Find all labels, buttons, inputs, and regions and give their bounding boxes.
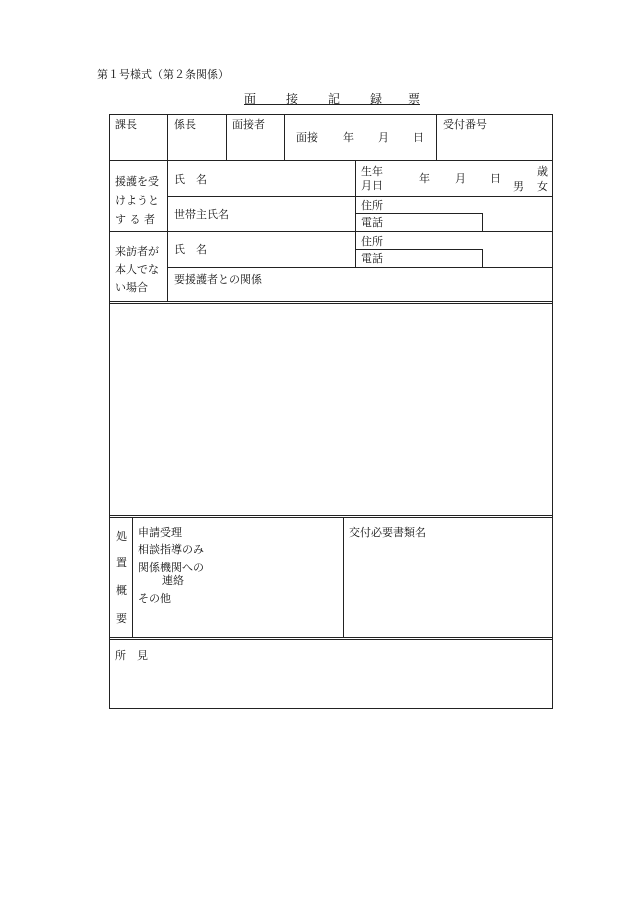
row-divider [109,639,553,640]
disposition-label-char: 置 [116,556,127,569]
phone-divider [355,249,482,250]
title-char: 記 [328,92,341,106]
applicant-name-label: 氏 名 [174,173,207,186]
col-divider [167,114,168,160]
visitor-label-line: い場合 [115,281,148,294]
sex-female-label: 女 [537,180,548,193]
disposition-item: 関係機関への [138,561,204,574]
birth-label-top: 生年 [361,165,383,178]
section-chief-label: 課長 [115,118,137,131]
visitor-label [115,243,159,297]
remarks-label: 所 見 [115,649,148,662]
row-divider [109,303,553,304]
phone-divider [482,213,483,231]
col-divider [355,160,356,267]
birth-year-label: 年 [419,172,430,185]
disposition-label-char: 概 [116,584,127,597]
subsection-chief-label: 係長 [174,118,196,131]
reception-number-label: 受付番号 [443,118,487,131]
title-char: 票 [408,92,421,106]
applicant-label-line: す る 者 [115,213,155,226]
row-divider [109,231,553,232]
applicant-label-line: けようと [115,194,159,207]
phone-divider [355,213,482,214]
row-divider [167,267,553,268]
col-divider [343,517,344,637]
form-number-label: 第１号様式（第２条関係） [97,68,229,81]
documents-label: 交付必要書類名 [349,526,426,539]
applicant-address-label: 住所 [361,199,383,212]
interview-month-label: 月 [378,131,389,144]
interviewer-label: 面接者 [232,118,265,131]
form-frame [109,114,553,709]
disposition-label-char: 要 [116,612,127,625]
applicant-phone-label: 電話 [361,216,383,229]
row-divider [109,301,553,302]
form-title [244,90,420,104]
applicant-label [115,172,159,229]
row-divider [109,160,553,161]
disposition-item: 申請受理 [138,526,182,539]
title-char: 面 [244,92,257,106]
disposition-item: 相談指導のみ [138,543,204,556]
visitor-address-label: 住所 [361,235,383,248]
title-char: 接 [286,92,299,106]
birth-month-label: 月 [455,172,466,185]
relation-label: 要援護者との関係 [174,273,262,286]
col-divider [132,517,133,637]
col-divider [284,114,285,160]
row-divider [109,515,553,516]
applicant-label-line: 援護を受 [115,175,159,188]
visitor-phone-label: 電話 [361,252,383,265]
title-char: 録 [370,92,383,106]
sex-male-label: 男 [513,180,524,193]
interview-year-label: 年 [343,131,354,144]
phone-divider [482,249,483,267]
visitor-label-line: 本人でな [115,263,159,276]
household-head-label: 世帯主氏名 [174,208,229,221]
age-label: 歳 [537,165,548,178]
disposition-label-char: 処 [116,530,127,543]
title-underline [244,104,420,105]
visitor-label-line: 来訪者が [115,245,159,258]
visitor-name-label: 氏 名 [174,243,207,256]
col-divider [436,114,437,160]
disposition-item: その他 [138,592,171,605]
col-divider [226,114,227,160]
birth-label-bottom: 月日 [361,179,383,192]
row-divider [167,196,553,197]
interview-date-label: 面接 [296,131,318,144]
disposition-item: 連絡 [162,574,184,587]
row-divider [109,517,553,518]
birth-day-label: 日 [490,172,501,185]
interview-day-label: 日 [413,131,424,144]
col-divider [167,160,168,301]
row-divider [109,637,553,638]
